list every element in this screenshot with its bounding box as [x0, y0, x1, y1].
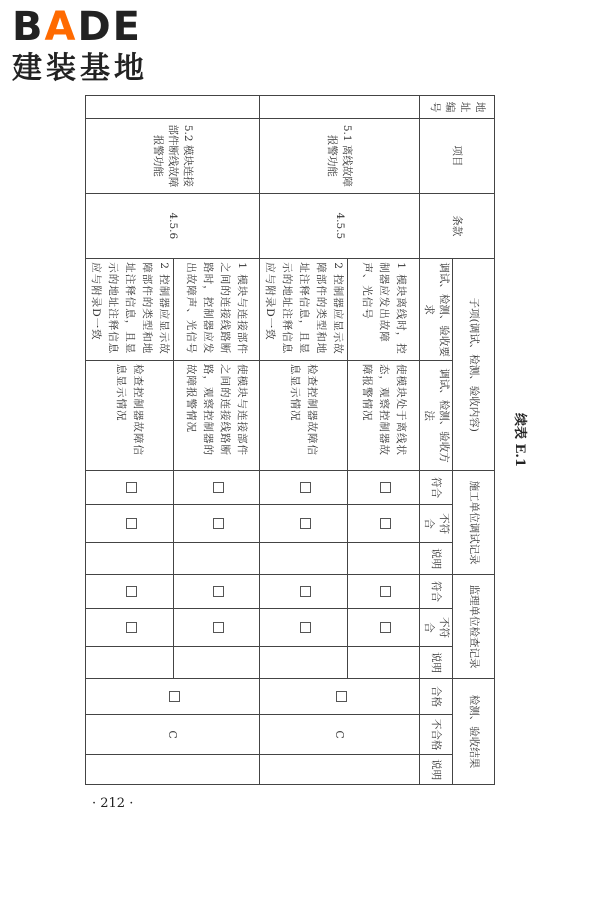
- item-cell: 5.1 离线故障报警功能: [260, 119, 420, 193]
- note-cell: [174, 543, 260, 575]
- logo: [12, 6, 182, 86]
- note-cell: [174, 647, 260, 679]
- header-conform: 符合: [420, 575, 453, 609]
- header-method: 调试、检测、验收方法: [420, 360, 453, 470]
- header-conform: 符合: [420, 471, 453, 505]
- logo-chinese: 建装基地: [12, 51, 148, 86]
- note-cell: [86, 647, 174, 679]
- note-cell: [348, 647, 420, 679]
- method-cell: 检查控制器故障信息显示情况: [86, 360, 174, 470]
- checkbox[interactable]: [348, 505, 420, 543]
- checkbox-icon: [127, 518, 138, 529]
- header-clause: 条款: [420, 193, 495, 259]
- checkbox-icon: [214, 622, 225, 633]
- clause-cell: 4.5.5: [260, 193, 420, 259]
- checkbox[interactable]: [86, 505, 174, 543]
- note-cell: [348, 543, 420, 575]
- checkbox-icon: [381, 482, 392, 493]
- mark-glyph: C: [333, 730, 347, 739]
- logo-wordmark: BADE: [12, 4, 142, 50]
- table-row: [348, 96, 420, 785]
- checkbox-icon: [381, 586, 392, 597]
- header-acceptance: 检测、验收结果: [453, 678, 495, 784]
- checkbox[interactable]: [86, 678, 260, 714]
- checkbox-icon: [381, 518, 392, 529]
- acceptance-table: [85, 95, 495, 785]
- requirement-cell: 1 模块离线时，控制器应发出故障声、光信号: [348, 259, 420, 361]
- table-page: [90, 95, 527, 785]
- checkbox[interactable]: [348, 575, 420, 609]
- header-subitem: 子项(调试、检测、验收内容): [453, 259, 495, 471]
- checkbox[interactable]: [174, 505, 260, 543]
- checkbox-icon: [127, 586, 138, 597]
- addr-code-cell: [260, 96, 420, 119]
- table-caption: 续表 E.1: [512, 412, 527, 467]
- checkbox[interactable]: [260, 471, 348, 505]
- page-number: · 212 ·: [92, 796, 134, 811]
- checkbox-icon: [127, 482, 138, 493]
- note-cell: [260, 543, 348, 575]
- header-note: 说明: [420, 647, 453, 679]
- method-cell: 检查控制器故障信息显示情况: [260, 360, 348, 470]
- checkbox-icon: [301, 586, 312, 597]
- checkbox-icon: [381, 622, 392, 633]
- checkbox[interactable]: [174, 575, 260, 609]
- header-supervision: 监理单位检查记录: [453, 575, 495, 679]
- header-fail: 不合格: [420, 714, 453, 754]
- method-cell: 使模块处于离线状态，观察控制器故障报警情况: [348, 360, 420, 470]
- note-cell: [86, 543, 174, 575]
- header-pass: 合格: [420, 678, 453, 714]
- checkbox-icon: [127, 622, 138, 633]
- checkbox-icon: [301, 518, 312, 529]
- checkbox-icon: [301, 622, 312, 633]
- mark-cell: [86, 714, 260, 754]
- rotated-page: [90, 95, 600, 781]
- method-cell: 使模块与连接部件之间的连接线路断路，观察控制器的故障报警情况: [174, 360, 260, 470]
- header-nonconform: 不符合: [420, 505, 453, 543]
- checkbox-icon: [170, 691, 181, 702]
- table-row: [174, 96, 260, 785]
- checkbox-icon: [214, 482, 225, 493]
- requirement-cell: 2 控制器应显示故障部件的类型和地址注释信息，且显示的地址注释信息应与附录D一致: [260, 259, 348, 361]
- header-note: 说明: [420, 755, 453, 785]
- note-cell: [260, 647, 348, 679]
- checkbox[interactable]: [86, 608, 174, 646]
- checkbox[interactable]: [260, 678, 420, 714]
- checkbox[interactable]: [348, 608, 420, 646]
- checkbox-icon: [214, 518, 225, 529]
- item-cell: 5.2 模块连接部件断线故障报警功能: [86, 119, 260, 193]
- header-item: 项目: [420, 119, 495, 193]
- header-construction: 施工单位调试记录: [453, 471, 495, 575]
- addr-code-cell: [86, 96, 260, 119]
- header-nonconform: 不符合: [420, 608, 453, 646]
- checkbox[interactable]: [86, 471, 174, 505]
- requirement-cell: 1 模块与连接部件之间的连接线路断路时，控制器应发出故障声、光信号: [174, 259, 260, 361]
- clause-cell: 4.5.6: [86, 193, 260, 259]
- mark-cell: [260, 714, 420, 754]
- checkbox[interactable]: [260, 505, 348, 543]
- checkbox[interactable]: [86, 575, 174, 609]
- checkbox-icon: [301, 482, 312, 493]
- mark-glyph: C: [166, 730, 180, 739]
- checkbox[interactable]: [260, 575, 348, 609]
- checkbox[interactable]: [348, 471, 420, 505]
- checkbox-icon: [337, 691, 348, 702]
- note-cell: [260, 755, 420, 785]
- checkbox-icon: [214, 586, 225, 597]
- note-cell: [86, 755, 260, 785]
- header-addr-code: 地址编号: [420, 96, 495, 119]
- header-requirement: 调试、检测、验收要求: [420, 259, 453, 361]
- header-note: 说明: [420, 543, 453, 575]
- checkbox[interactable]: [174, 608, 260, 646]
- checkbox[interactable]: [174, 471, 260, 505]
- requirement-cell: 2 控制器应显示故障部件的类型和地址注释信息，且显示的地址注释信息应与附录D一致: [86, 259, 174, 361]
- checkbox[interactable]: [260, 608, 348, 646]
